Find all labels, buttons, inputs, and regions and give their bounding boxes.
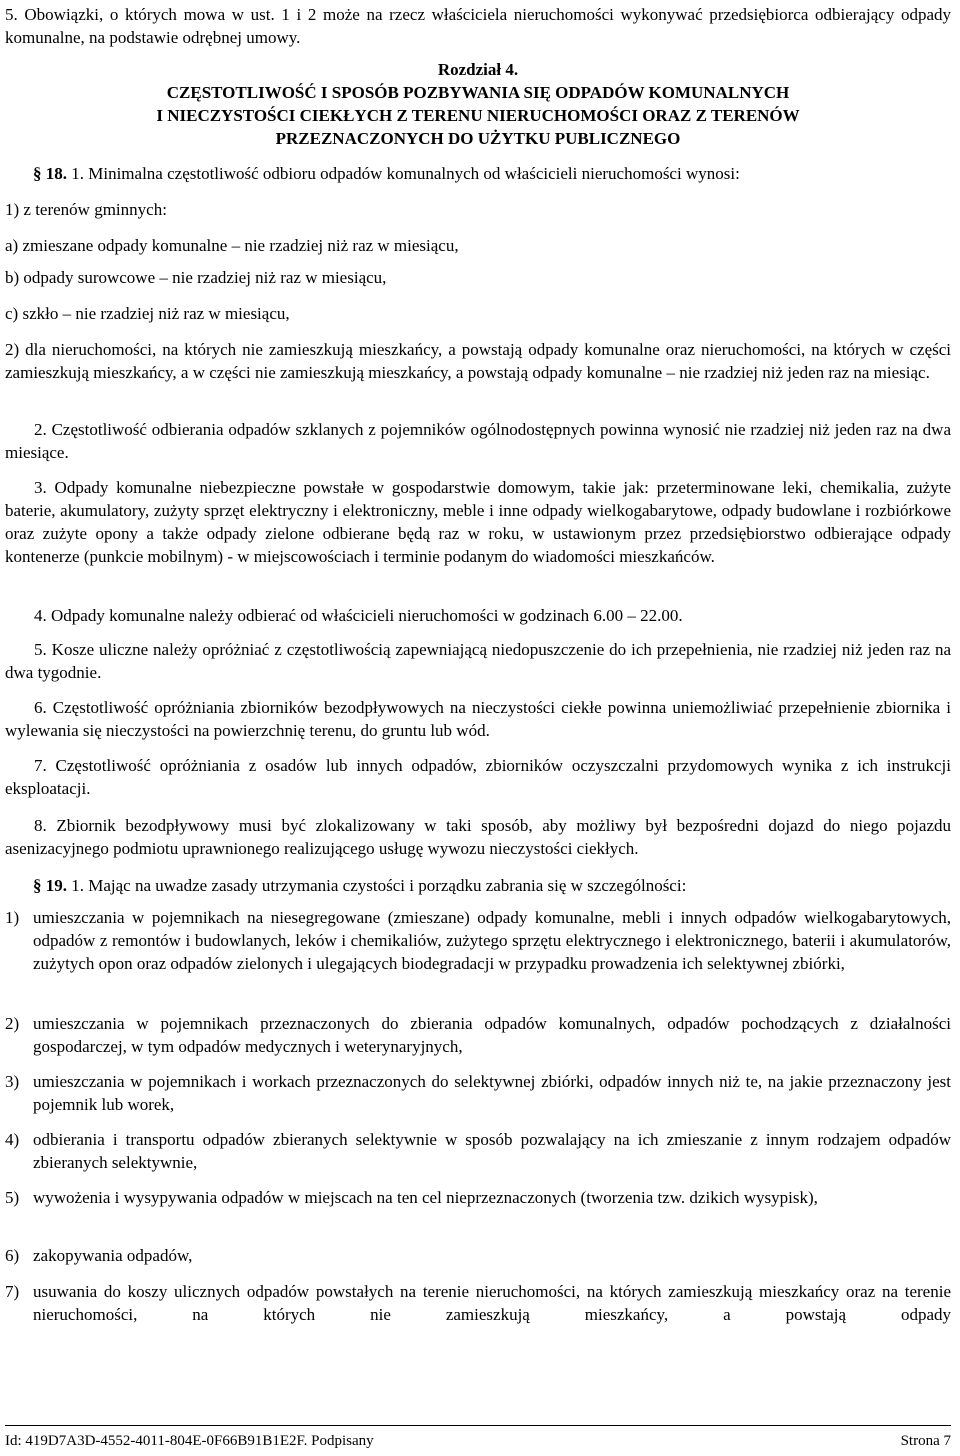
section-18-p1-text: Minimalna częstotliwość odbioru odpadów komunalnych od właścicieli nieruchomości wynosi:: [88, 164, 740, 183]
list-item: [5, 1070, 951, 1116]
document-id: Id: 419D7A3D-4552-4011-804E-0F66B91B1E2F. Podpisany: [5, 1433, 374, 1449]
chapter-title-line-2: I NIECZYSTOŚCI CIEKŁYCH Z TERENU NIERUCHOMOŚCI ORAZ Z TERENÓW: [156, 106, 800, 125]
list-item: [5, 906, 951, 975]
list-item-text: umieszczania w pojemnikach na niesegregowane (zmieszane) odpady komunalne, mebli i innych odpadów wielkogabarytowych, odpadów z remontów i budowlanych, leków i chemikaliów, zużytego sprzętu elektrycznego i elektronicznego, baterii i akumulatorów, zużytych opon oraz odpadów zielonych i ulegających biodegradacji w przypadku prowadzenia ich selektywnej zbiórki,: [33, 908, 951, 973]
list-item: [5, 1128, 951, 1174]
list-item: [5, 1280, 951, 1326]
list-item-text: umieszczania w pojemnikach przeznaczonych do zbierania odpadów komunalnych, odpadów pochodzących z działalności gospodarczej, w tym odpadów medycznych i weterynaryjnych,: [33, 1014, 951, 1056]
list-item-number: 4): [5, 1130, 20, 1149]
chapter-label: Rozdział 4.: [437, 60, 519, 79]
list-item-2: 2) dla nieruchomości, na których nie zamieszkują mieszkańcy, a powstają odpady komunalne oraz nieruchomości, na których w części zamieszkują mieszkańcy, a w części nie zamieszkują mieszkańcy, a powstają odpady komunalne – nie rzadziej niż jeden raz na miesiąc.: [5, 340, 951, 382]
list-item-text: zakopywania odpadów,: [33, 1246, 193, 1265]
list-item-1b: b) odpady surowcowe – nie rzadziej niż raz w miesiącu,: [5, 268, 387, 287]
list-item-text: usuwania do koszy ulicznych odpadów powstałych na terenie nieruchomości, na których zamieszkują mieszkańcy oraz na terenie nieruchomości, na których nie zamieszkują mieszkańcy, a powstają odpady: [33, 1282, 951, 1324]
section-18-paragraph-1: [33, 162, 951, 185]
page-footer: [5, 1431, 951, 1451]
list-item-1: 1) z terenów gminnych:: [5, 200, 167, 219]
list-item-number: 7): [5, 1282, 20, 1301]
list-item-text: odbierania i transportu odpadów zbieranych selektywnie w sposób pozwalający na ich zmieszanie z innym rodzajem odpadów zbieranych selektywnie,: [33, 1130, 951, 1172]
section-18-p1-number: 1.: [71, 164, 84, 183]
list-item-text: umieszczania w pojemnikach i workach przeznaczonych do selektywnej zbiórki, odpadów innych niż te, na jakie przeznaczony jest pojemnik lub worek,: [33, 1072, 951, 1114]
section-18-paragraph-4: 4. Odpady komunalne należy odbierać od właścicieli nieruchomości w godzinach 6.00 – 22.00.: [34, 606, 683, 625]
section-18-paragraph-7: 7. Częstotliwość opróżniania z osadów lub innych odpadów, zbiorników oczyszczalni przydomowych wynika z ich instrukcji eksploatacji.: [5, 756, 951, 798]
footer-divider: [5, 1425, 951, 1426]
section-18-paragraph-2: 2. Częstotliwość odbierania odpadów szklanych z pojemników ogólnodostępnych powinna wynosić nie rzadziej niż jeden raz na dwa miesiące.: [5, 420, 951, 462]
list-item: [5, 1012, 951, 1058]
section-19-label: § 19.: [33, 876, 67, 895]
list-item: [5, 1186, 951, 1209]
list-item-1a: a) zmieszane odpady komunalne – nie rzadziej niż raz w miesiącu,: [5, 236, 459, 255]
section-18-paragraph-8: 8. Zbiornik bezodpływowy musi być zlokalizowany w taki sposób, aby możliwy był bezpośredni dojazd do niego pojazdu asenizacyjnego podmiotu uprawnionego realizującego usługę wywozu nieczystości ciekłych.: [5, 816, 951, 858]
list-item-number: 3): [5, 1072, 20, 1091]
list-item-number: 2): [5, 1014, 20, 1033]
list-item-1c: c) szkło – nie rzadziej niż raz w miesiącu,: [5, 304, 290, 323]
list-item-text: wywożenia i wysypywania odpadów w miejscach na ten cel nieprzeznaczonych (tworzenia tzw. dzikich wysypisk),: [33, 1188, 818, 1207]
section-18-paragraph-6: 6. Częstotliwość opróżniania zbiorników bezodpływowych na nieczystości ciekłe powinna uniemożliwiać przepełnienie zbiornika i wylewania się nieczystości na powierzchnię terenu, do gruntu lub wód.: [5, 698, 951, 740]
section-18-paragraph-3: 3. Odpady komunalne niebezpieczne powstałe w gospodarstwie domowym, takie jak: przeterminowane leki, chemikalia, zużyte baterie, akumulatory, zużyty sprzęt elektryczny i elektroniczny, meble i inne odpady wielkogabarytowe, odpady budowlane i rozbiórkowe oraz zużyte opony a także odpady zielone odbierane będą raz w roku, w ustawionym przez przedsiębiorstwo odbierające odpady kontenerze (punkcie mobilnym) - w miejscowościach i terminie podanym do wiadomości mieszkańców.: [5, 478, 951, 566]
list-item-number: 5): [5, 1188, 20, 1207]
list-item-number: 1): [5, 908, 20, 927]
section-18-label: § 18.: [33, 164, 67, 183]
section-18-paragraph-5: 5. Kosze uliczne należy opróżniać z częstotliwością zapewniającą niedopuszczenie do ich przepełnienia, nie rzadziej niż jeden raz na dwa tygodnie.: [5, 640, 951, 682]
list-item-number: 6): [5, 1246, 20, 1265]
chapter-title-line-3: PRZEZNACZONYCH DO UŻYTKU PUBLICZNEGO: [275, 129, 681, 148]
page-number: Strona 7: [900, 1433, 951, 1449]
list-item: [5, 1244, 951, 1267]
paragraph-5: 5. Obowiązki, o których mowa w ust. 1 i 2 może na rzecz właściciela nieruchomości wykonywać przedsiębiorca odbierający odpady komunalne, na podstawie odrębnej umowy.: [5, 5, 951, 47]
section-19-p1-text: Mając na uwadze zasady utrzymania czystości i porządku zabrania się w szczególności:: [88, 876, 687, 895]
chapter-title-line-1: CZĘSTOTLIWOŚĆ I SPOSÓB POZBYWANIA SIĘ ODPADÓW KOMUNALNYCH: [166, 83, 790, 102]
section-19-p1-number: 1.: [71, 876, 84, 895]
chapter-heading: [5, 58, 951, 150]
section-19-paragraph-1: [33, 874, 951, 897]
